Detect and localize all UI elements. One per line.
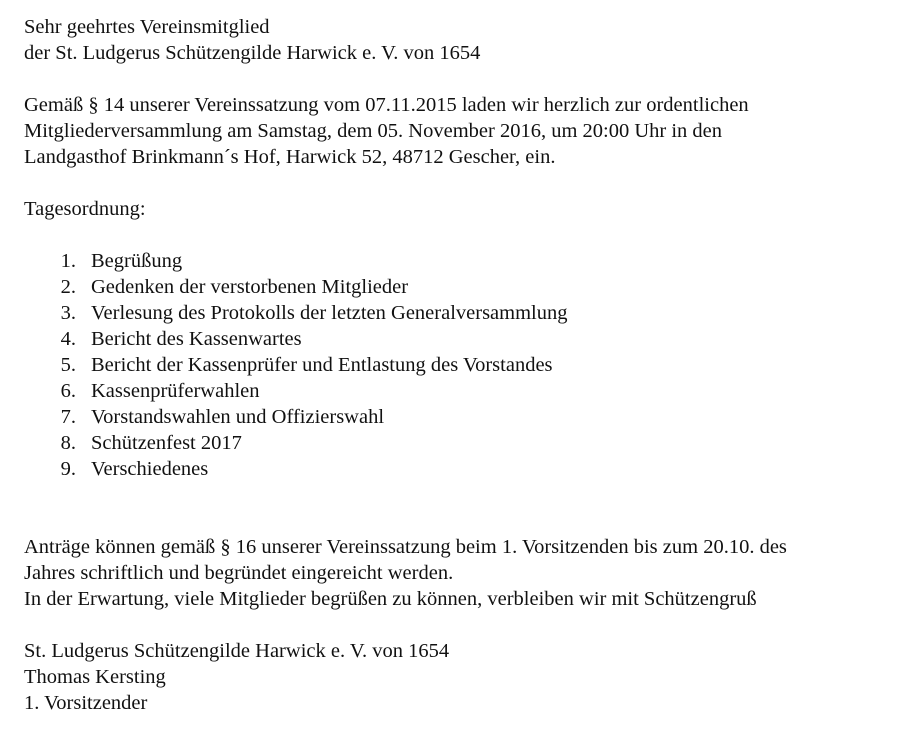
agenda-item-number: 3.: [60, 302, 76, 324]
agenda-heading: Tagesordnung:: [24, 198, 146, 220]
agenda-item-text: Bericht des Kassenwartes: [91, 328, 302, 350]
agenda-item: [24, 274, 892, 300]
spacer: [24, 170, 892, 196]
invitation-line: Gemäß § 14 unserer Vereinssatzung vom 07.11.2015 laden wir herzlich zur ordentlichen: [24, 94, 749, 116]
agenda-item: [24, 300, 892, 326]
agenda-item-text: Schützenfest 2017: [91, 432, 242, 454]
agenda-item: [24, 430, 892, 456]
agenda-item-number: 1.: [60, 250, 76, 272]
closing-line: In der Erwartung, viele Mitglieder begrüßen zu können, verbleiben wir mit Schützengruß: [24, 588, 757, 610]
agenda-item-text: Verschiedenes: [91, 458, 209, 480]
agenda-item: [24, 248, 892, 274]
signature-role: 1. Vorsitzender: [24, 692, 148, 714]
agenda-item-number: 2.: [60, 276, 76, 298]
agenda-item-text: Bericht der Kassenprüfer und Entlastung des Vorstandes: [91, 354, 553, 376]
agenda-item-text: Vorstandswahlen und Offizierswahl: [91, 406, 385, 428]
agenda-item: [24, 326, 892, 352]
agenda-item-number: 8.: [60, 432, 76, 454]
agenda-item-number: 6.: [60, 380, 76, 402]
spacer: [24, 222, 892, 248]
agenda-list: [24, 248, 892, 482]
agenda-item: [24, 352, 892, 378]
signature-block: [24, 638, 892, 716]
salutation-line: Sehr geehrtes Vereinsmitglied: [24, 16, 270, 38]
salutation: [24, 14, 892, 66]
agenda-item-text: Kassenprüferwahlen: [91, 380, 260, 402]
agenda-item-text: Gedenken der verstorbenen Mitglieder: [91, 276, 409, 298]
signature-organization: St. Ludgerus Schützengilde Harwick e. V. von 1654: [24, 640, 450, 662]
spacer: [24, 482, 892, 534]
closing-paragraph: [24, 534, 892, 612]
invitation-paragraph: [24, 92, 892, 170]
agenda-item: [24, 456, 892, 482]
agenda-item-text: Begrüßung: [91, 250, 183, 272]
agenda-item-number: 9.: [60, 458, 76, 480]
agenda-item-text: Verlesung des Protokolls der letzten Generalversammlung: [91, 302, 568, 324]
spacer: [24, 66, 892, 92]
agenda-item: [24, 378, 892, 404]
agenda-item-number: 7.: [60, 406, 76, 428]
agenda-item-number: 4.: [60, 328, 76, 350]
invitation-line: Mitgliederversammlung am Samstag, dem 05. November 2016, um 20:00 Uhr in den: [24, 120, 723, 142]
salutation-line: der St. Ludgerus Schützengilde Harwick e. V. von 1654: [24, 42, 481, 64]
signature-name: Thomas Kersting: [24, 666, 166, 688]
spacer: [24, 612, 892, 638]
agenda-item: [24, 404, 892, 430]
invitation-line: Landgasthof Brinkmann´s Hof, Harwick 52, 48712 Gescher, ein.: [24, 146, 556, 168]
agenda-item-number: 5.: [60, 354, 76, 376]
closing-line: Anträge können gemäß § 16 unserer Vereinssatzung beim 1. Vorsitzenden bis zum 20.10. des: [24, 536, 787, 558]
closing-line: Jahres schriftlich und begründet eingereicht werden.: [24, 562, 454, 584]
letter-document: [24, 14, 892, 716]
